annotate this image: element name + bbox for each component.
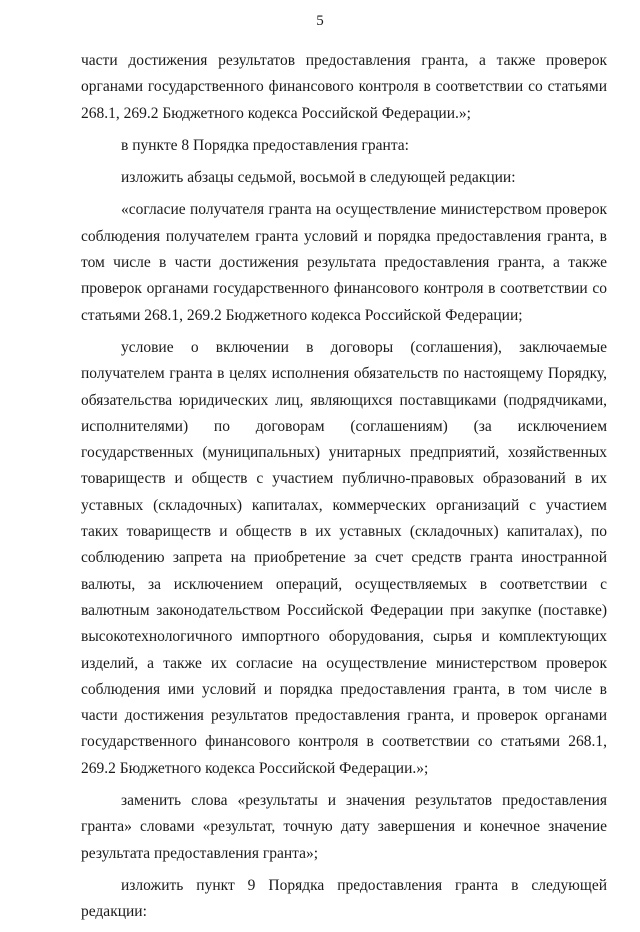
paragraph-replace-words: заменить слова «результаты и значения результатов предоставления гранта» словами «результат, точную дату завершения и конечное значение результата предоставления гранта»;	[81, 792, 607, 862]
document-body	[81, 48, 607, 932]
paragraph-continuation: части достижения результатов предоставления гранта, а также проверок органами государственного финансового контроля в соответствии со статьями 268.1, 269.2 Бюджетного кодекса Российской Федерации.»;	[81, 52, 607, 122]
paragraph-amend-instruction: изложить абзацы седьмой, восьмой в следующей редакции:	[121, 169, 516, 187]
paragraph-item-9-intro: изложить пункт 9 Порядка предоставления гранта в следующей редакции:	[81, 876, 607, 921]
paragraph-condition-text: условие о включении в договоры (соглашения), заключаемые получателем гранта в целях исполнения обязательств по настоящему Порядку, обязательства юридических лиц, являющихся поставщиками (подрядчиками, исполнителями) по договорам (соглашениям) (за исключением государственных (муниципальных) унитарных предприятий, хозяйственных товариществ и обществ с участием публично-правовых образований в их уставных (складочных) капиталах, коммерческих организаций с участием таких товариществ и обществ в их уставных (складочных) капиталах), по соблюдению запрета на приобретение за счет средств гранта иностранной валюты, за исключением операций, осуществляемых в соответствии с валютным законодательством Российской Федерации при закупке (поставке) высокотехнологичного импортного оборудования, сырья и комплектующих изделий, а также их согласие на осуществление министерством проверок соблюдения ими условий и порядка предоставления гранта, в том числе в части достижения результатов предоставления гранта, и проверок органами государственного финансового контроля в соответствии со статьями 268.1, 269.2 Бюджетного кодекса Российской Федерации.»;	[81, 338, 607, 777]
page-number: 5	[316, 13, 324, 29]
paragraph-consent-text: «согласие получателя гранта на осуществление министерством проверок соблюдения получателем гранта условий и порядка предоставления гранта, в том числе в части достижения результата предоставления гранта, а также проверок органами государственного финансового контроля в соответствии со статьями 268.1, 269.2 Бюджетного кодекса Российской Федерации;	[81, 201, 607, 324]
paragraph-item-8-intro: в пункте 8 Порядка предоставления гранта:	[121, 136, 409, 154]
